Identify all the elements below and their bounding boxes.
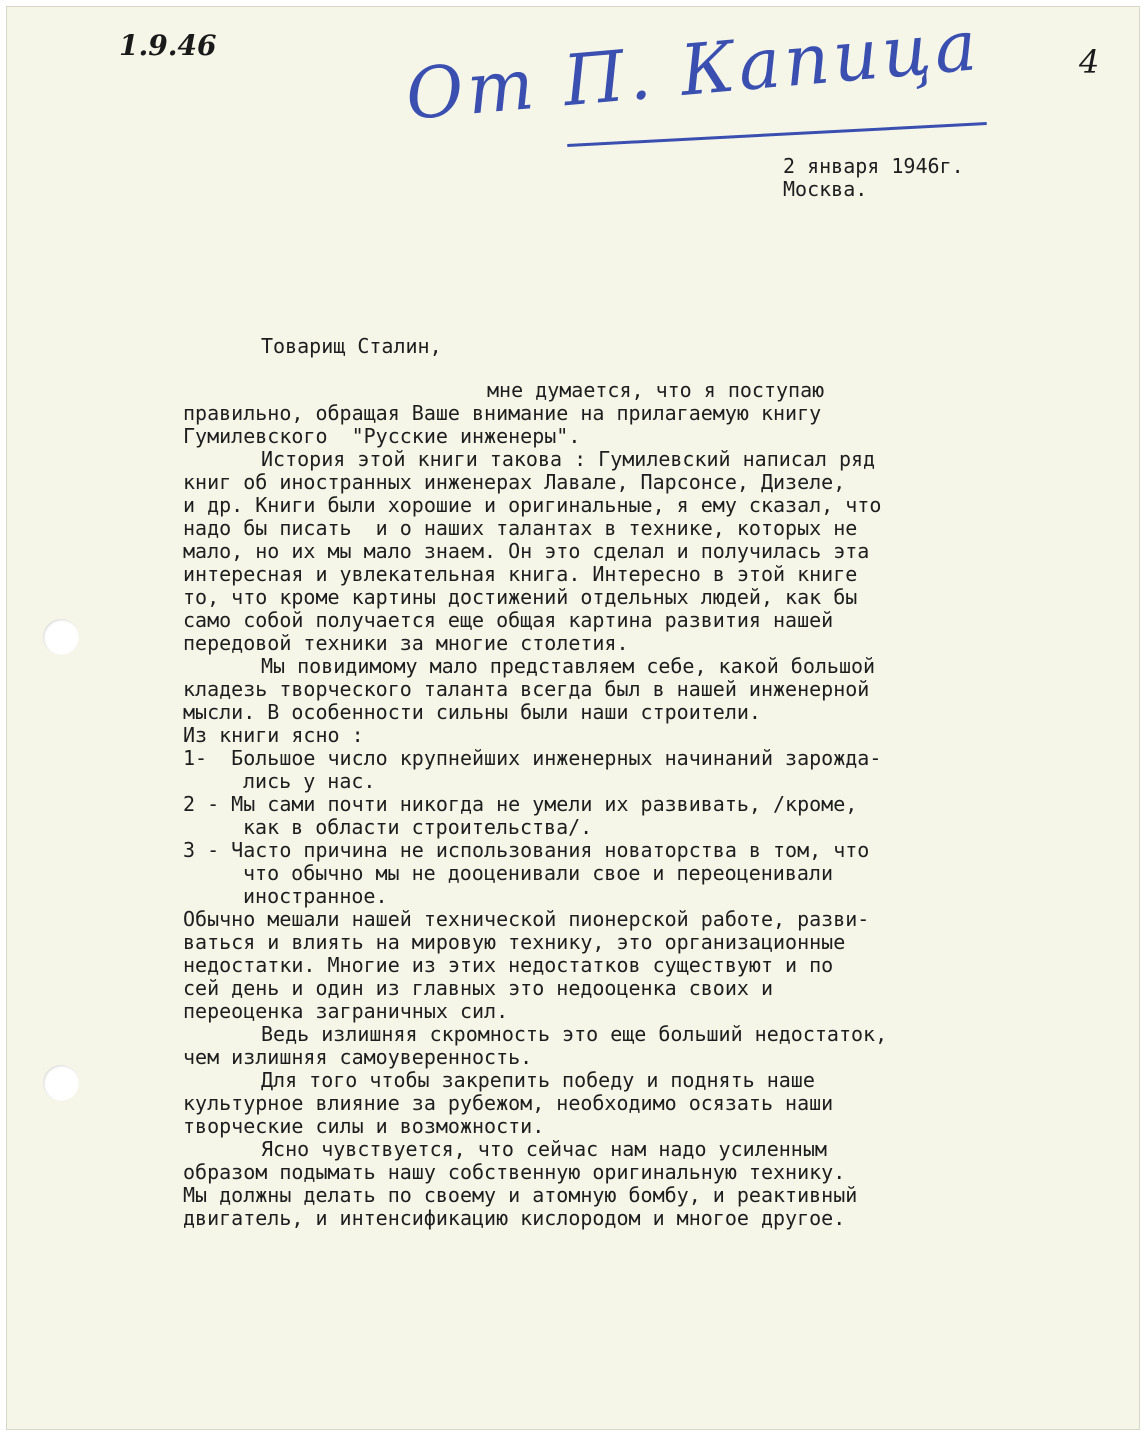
- date-stamp: 1.9.46: [119, 29, 217, 62]
- body-line: мне думается, что я поступаю: [487, 378, 825, 402]
- body-line: само собой получается еще общая картина развития нашей: [183, 608, 834, 632]
- list-item-2: 2 - Мы сами почти никогда не умели их развивать, /кроме,: [183, 792, 858, 816]
- body-line: образом подымать нашу собственную оригинальную технику.: [183, 1160, 846, 1184]
- list-item-3-cont: что обычно мы не дооценивали свое и переоценивали: [243, 861, 834, 885]
- list-item-3-cont: иностранное.: [243, 884, 388, 908]
- body-line: недостатки. Многие из этих недостатков существуют и по: [183, 953, 834, 977]
- body-line: История этой книги такова : Гумилевский написал ряд: [261, 447, 876, 471]
- body-line: Обычно мешали нашей технической пионерской работе, разви-: [183, 907, 870, 931]
- list-item-1-cont: лись у нас.: [243, 769, 376, 793]
- body-line: ваться и влиять на мировую технику, это организационные: [183, 930, 846, 954]
- body-line: Из книги ясно :: [183, 723, 364, 747]
- list-item-1: 1- Большое число крупнейших инженерных начинаний зарожда-: [183, 746, 882, 770]
- body-line: Для того чтобы закрепить победу и поднять наше: [261, 1068, 815, 1092]
- body-line: Ясно чувствуется, что сейчас нам надо усиленным: [261, 1137, 827, 1161]
- page-number: 4: [1079, 43, 1100, 81]
- body-line: переоценка заграничных сил.: [183, 999, 509, 1023]
- body-line: сей день и один из главных это недооценка своих и: [183, 976, 774, 1000]
- body-line: мысли. В особенности сильны были наши строители.: [183, 700, 761, 724]
- body-line: то, что кроме картины достижений отдельных людей, как бы: [183, 585, 858, 609]
- body-line: правильно, обращая Ваше внимание на прилагаемую книгу: [183, 401, 822, 425]
- body-line: чем излишняя самоуверенность.: [183, 1045, 533, 1069]
- body-line: Гумилевского "Русские инженеры".: [183, 424, 581, 448]
- body-line: надо бы писать и о наших талантах в технике, которых не: [183, 516, 858, 540]
- place-line: Москва.: [783, 177, 868, 201]
- body-line: мало, но их мы мало знаем. Он это сделал и получилась эта: [183, 539, 870, 563]
- letter-page: [6, 6, 1140, 1430]
- letter-body: [7, 7, 1141, 1431]
- list-item-2-cont: как в области строительства/.: [243, 815, 593, 839]
- list-item-3: 3 - Часто причина не использования новаторства в том, что: [183, 838, 870, 862]
- body-line: Ведь излишняя скромность это еще больший недостаток,: [261, 1022, 888, 1046]
- body-line: творческие силы и возможности.: [183, 1114, 545, 1138]
- body-line: книг об иностранных инженерах Лавале, Парсонсе, Дизеле,: [183, 470, 846, 494]
- body-line: кладезь творческого таланта всегда был в нашей инженерной: [183, 677, 870, 701]
- body-line: и др. Книги были хорошие и оригинальные, я ему сказал, что: [183, 493, 882, 517]
- body-line: Мы повидимому мало представляем себе, какой большой: [261, 654, 876, 678]
- salutation: Товарищ Сталин,: [261, 334, 442, 358]
- body-line: передовой техники за многие столетия.: [183, 631, 629, 655]
- body-line: культурное влияние за рубежом, необходимо осязать наши: [183, 1091, 834, 1115]
- body-line: двигатель, и интенсификацию кислородом и многое другое.: [183, 1206, 846, 1230]
- signature: От П. Капица: [402, 4, 984, 136]
- date-line: 2 января 1946г.: [783, 154, 964, 178]
- body-line: Мы должны делать по своему и атомную бомбу, и реактивный: [183, 1183, 858, 1207]
- body-line: интересная и увлекательная книга. Интересно в этой книге: [183, 562, 858, 586]
